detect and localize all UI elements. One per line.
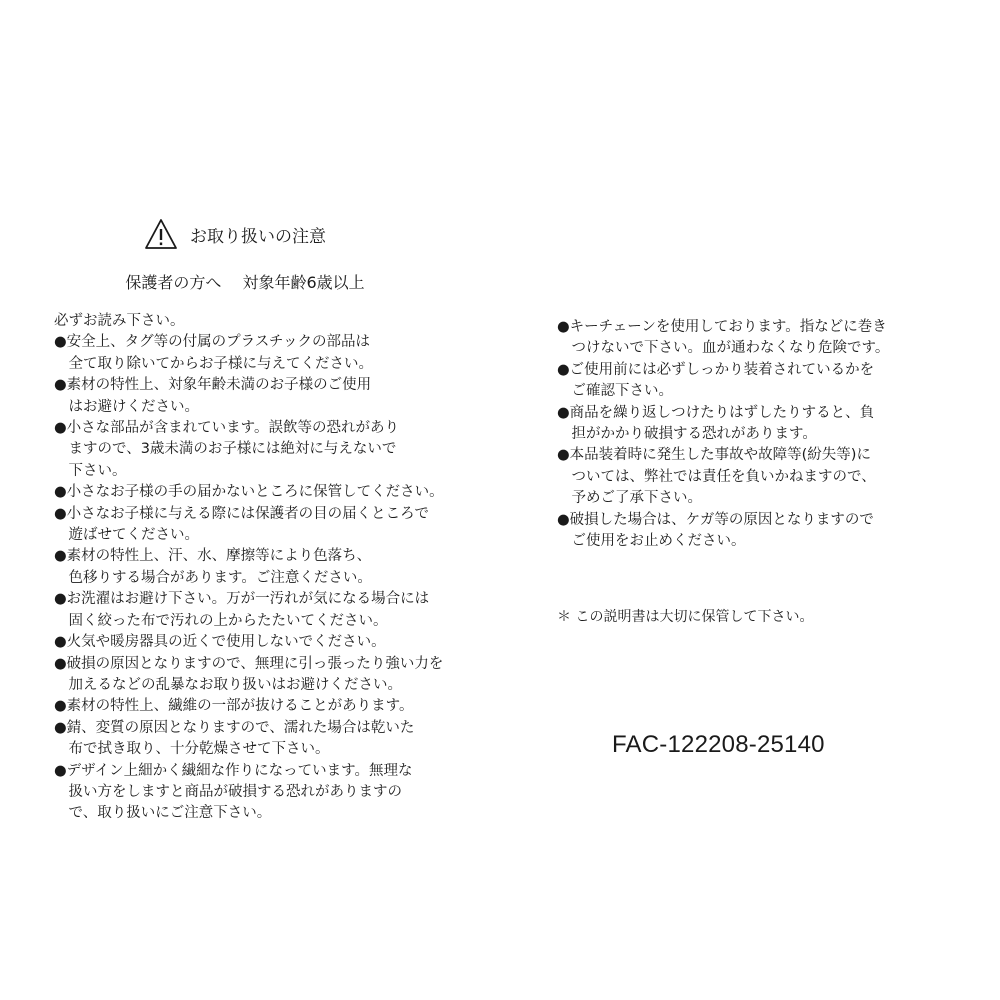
caution-line: つけないで下さい。血が通わなくなり危険です。	[557, 340, 890, 357]
caution-line: で、取り扱いにご注意下さい。	[54, 805, 272, 822]
caution-line: 加えるなどの乱暴なお取り扱いはお避けください。	[54, 676, 402, 693]
caution-line: ●本品装着時に発生した事故や故障等(紛失等)に	[557, 447, 871, 464]
caution-line: ●デザイン上細かく繊細な作りになっています。無理な	[54, 762, 413, 779]
caution-line: ●ご使用前には必ずしっかり装着されているかを	[557, 361, 875, 378]
caution-list-right	[557, 317, 927, 552]
caution-line: ●錆、変質の原因となりますので、濡れた場合は乾いた	[54, 719, 415, 736]
caution-line: ついては、弊社では責任を負いかねますので、	[557, 468, 876, 485]
caution-line: ●素材の特性上、繊維の一部が抜けることがあります。	[54, 698, 414, 715]
footnote: ＊ この説明書は大切に保管して下さい。	[557, 609, 814, 625]
caution-line: ●キーチェーンを使用しております。指などに巻き	[557, 319, 887, 335]
caution-line: ●破損した場合は、ケガ等の原因となりますので	[557, 511, 874, 528]
caution-line: ●商品を繰り返しつけたりはずしたりすると、負	[557, 404, 875, 421]
caution-line: ●破損の原因となりますので、無理に引っ張ったり強い力を	[54, 655, 444, 672]
caution-line: ●安全上、タグ等の付属のプラスチックの部品は	[54, 334, 370, 351]
caution-line: ●お洗濯はお避け下さい。万が一汚れが気になる場合には	[54, 591, 430, 608]
caution-line: ●小さな部品が含まれています。誤飲等の恐れがあり	[54, 420, 399, 437]
caution-line: ●素材の特性上、汗、水、摩擦等により色落ち、	[54, 548, 372, 565]
product-code: FAC-122208-25140	[612, 731, 825, 758]
caution-line: ご確認下さい。	[557, 383, 673, 400]
caution-line: はお避けください。	[54, 398, 199, 415]
caution-line: ●小さなお子様の手の届かないところに保管してください。	[54, 484, 444, 501]
caution-line: 全て取り除いてからお子様に与えてください。	[54, 355, 373, 372]
caution-line: 布で拭き取り、十分乾燥させて下さい。	[54, 741, 330, 758]
page-title: お取り扱いの注意	[190, 226, 326, 247]
caution-line: 色移りする場合があります。ご注意ください。	[54, 569, 372, 586]
caution-line: ●火気や暖房器具の近くで使用しないでください。	[54, 634, 386, 651]
caution-line: ご使用をお止めください。	[557, 533, 746, 550]
caution-line: 固く絞った布で汚れの上からたたいてください。	[54, 612, 388, 629]
caution-line: 予めご了承下さい。	[557, 490, 702, 507]
caution-line: 扱い方をしますと商品が破損する恐れがありますの	[54, 783, 402, 800]
caution-line: 必ずお読み下さい。	[54, 313, 185, 329]
caution-line: ●小さなお子様に与える際には保護者の目の届くところで	[54, 505, 430, 522]
header	[0, 218, 560, 293]
caution-line: ますので、3歳未満のお子様には絶対に与えないで	[54, 441, 397, 458]
caution-line: 担がかかり破損する恐れがあります。	[557, 426, 817, 443]
caution-list-left	[54, 311, 474, 825]
caution-line: 遊ばせてください。	[54, 527, 199, 544]
title-row	[0, 218, 560, 250]
caution-line: ●素材の特性上、対象年齢未満のお子様のご使用	[54, 377, 372, 394]
caution-line: 下さい。	[54, 462, 127, 479]
warning-triangle-icon	[144, 218, 178, 250]
page-subtitle: 保護者の方へ 対象年齢6歳以上	[125, 273, 365, 292]
